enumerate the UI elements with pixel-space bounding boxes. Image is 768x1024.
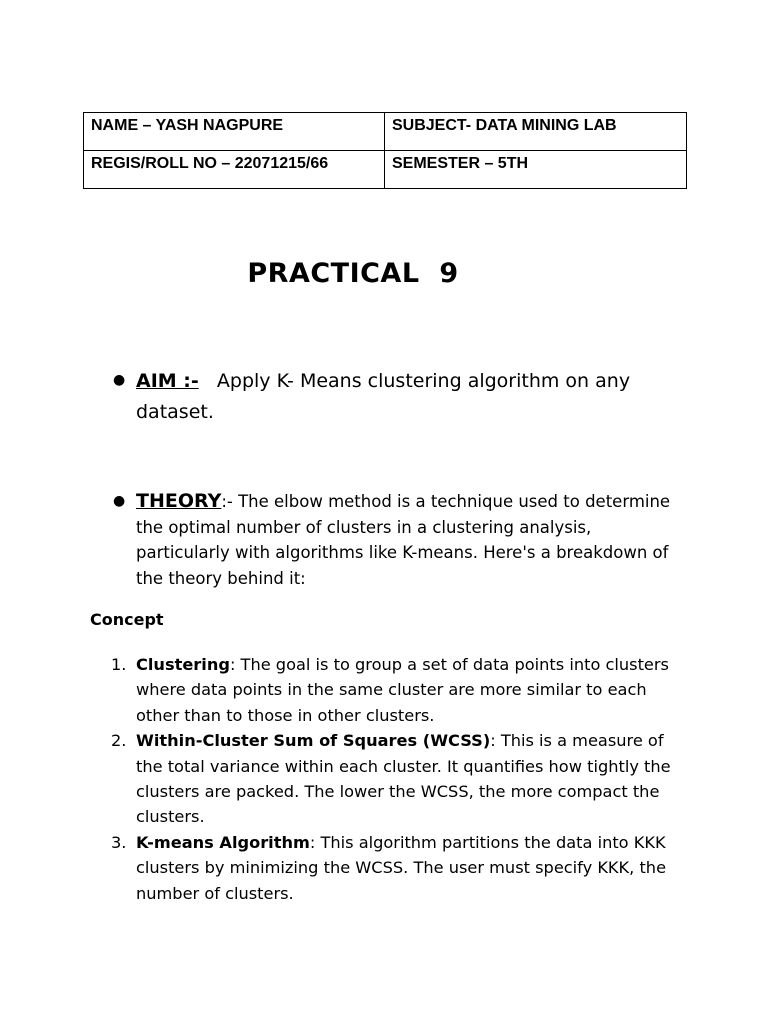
concept-term: K-means Algorithm — [136, 832, 310, 852]
aim-text: Apply K- Means clustering algorithm on any dataset. — [136, 370, 631, 423]
list-number: 2. — [111, 731, 127, 751]
student-name-cell: NAME – YASH NAGPURE — [84, 113, 385, 151]
aim-heading: AIM :- — [136, 370, 199, 392]
list-item — [111, 652, 676, 728]
list-number: 3. — [111, 832, 127, 852]
concept-text: : This algorithm partitions the data into KKK clusters by minimizing the WCSS. The user must specify KKK, the number of clusters. — [136, 832, 667, 903]
list-number: 1. — [111, 655, 127, 674]
concept-term: Clustering — [136, 655, 230, 674]
concept-text: : This is a measure of the total variance within each cluster. It quantifies how tightly the clusters are packed. The lower the WCSS, the more compact the clusters. — [136, 731, 671, 827]
student-info-table — [83, 112, 687, 189]
concept-term: Within-Cluster Sum of Squares (WCSS) — [136, 731, 491, 751]
bullet-icon: ● — [113, 372, 126, 388]
subject-cell: SUBJECT- DATA MINING LAB — [385, 113, 687, 151]
semester-cell: SEMESTER – 5TH — [385, 151, 687, 189]
concept-list — [111, 652, 676, 906]
aim-section — [113, 366, 683, 428]
table-row — [84, 151, 687, 189]
roll-number-cell: REGIS/ROLL NO – 22071215/66 — [84, 151, 385, 189]
list-item — [111, 728, 676, 830]
aim-content — [136, 366, 683, 428]
theory-heading: THEORY — [136, 490, 222, 512]
bullet-icon: ● — [113, 493, 126, 509]
page-title: PRACTICAL 9 — [247, 258, 459, 289]
theory-text: :- The elbow method is a technique used to determine the optimal number of clusters in a clustering analysis, particularly with algorithms like K-means. Here's a breakdown of the theory behind it: — [136, 492, 671, 588]
concept-heading: Concept — [90, 610, 164, 629]
table-row — [84, 113, 687, 151]
concept-text: : The goal is to group a set of data points into clusters where data points in the same cluster are more similar to each other than to those in other clusters. — [136, 655, 669, 725]
theory-content — [136, 489, 683, 591]
list-item — [111, 830, 676, 906]
theory-section — [113, 489, 683, 591]
